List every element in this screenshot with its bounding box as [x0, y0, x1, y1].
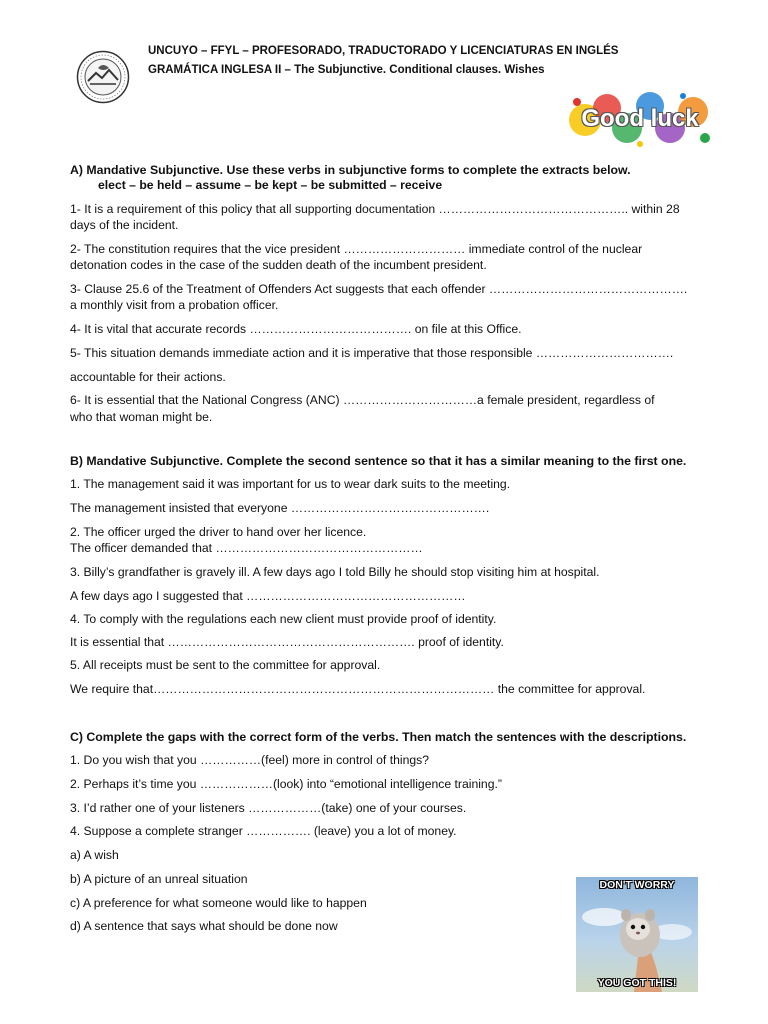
c-item-1: 1. Do you wish that you ……………(feel) more in control of things? [70, 753, 430, 767]
header-line-2: GRAMÁTICA INGLESA II – The Subjunctive. Conditional clauses. Wishes [148, 64, 545, 76]
b-item-1-question: 1. The management said it was important for us to wear dark suits to the meeting. [70, 477, 511, 491]
a-item-1-line2: days of the incident. [70, 218, 179, 232]
section-c-title: C) Complete the gaps with the correct form of the verbs. Then match the sentences with the descriptions. [70, 730, 687, 744]
a-item-2-line2: detonation codes in the case of the sudden death of the incumbent president. [70, 258, 487, 272]
b-item-3-question: 3. Billy’s grandfather is gravely ill. A few days ago I told Billy he should stop visiting him at hospital. [70, 565, 600, 579]
section-a-title: A) Mandative Subjunctive. Use these verbs in subjunctive forms to complete the extracts below. [70, 163, 631, 177]
c-description-c: c) A preference for what someone would like to happen [70, 896, 367, 910]
c-item-4: 4. Suppose a complete stranger ……………. (leave) you a lot of money. [70, 824, 457, 838]
dont-worry-meme-image [576, 877, 698, 992]
meme-bottom-text: YOU GOT THIS! [597, 977, 677, 989]
a-item-5-line1: 5- This situation demands immediate action and it is imperative that those responsible ……………………………. [70, 346, 674, 360]
b-item-4-question: 4. To comply with the regulations each new client must provide proof of identity. [70, 612, 497, 626]
good-luck-graphic [565, 90, 715, 150]
b-item-5-question: 5. All receipts must be sent to the committee for approval. [70, 658, 381, 672]
a-item-4-line1: 4- It is vital that accurate records …………………………………. on file at this Office. [70, 322, 522, 336]
section-b-title: B) Mandative Subjunctive. Complete the second sentence so that it has a similar meaning to the first one. [70, 454, 687, 468]
a-item-6-line1: 6- It is essential that the National Congress (ANC) ……………………………a female president, regardless of [70, 393, 655, 407]
b-item-3-answer: A few days ago I suggested that ……………………………………………… [70, 589, 466, 603]
c-description-d: d) A sentence that says what should be done now [70, 919, 338, 933]
a-item-1-line1: 1- It is a requirement of this policy that all supporting documentation ……………………………………….. within 28 [70, 202, 680, 216]
header-line-1: UNCUYO – FFYL – PROFESORADO, TRADUCTORADO Y LICENCIATURAS EN INGLÉS [148, 45, 619, 57]
university-seal [76, 50, 130, 104]
b-item-2-answer: The officer demanded that …………………………………………… [70, 541, 423, 555]
a-item-3-line1: 3- Clause 25.6 of the Treatment of Offenders Act suggests that each offender …………………………………………. [70, 282, 688, 296]
b-item-5-answer: We require that………………………………………………………………………… the committee for approval. [70, 682, 646, 696]
b-item-4-answer: It is essential that ……………………………………………………. proof of identity. [70, 635, 504, 649]
c-description-b: b) A picture of an unreal situation [70, 872, 248, 886]
c-item-3: 3. I’d rather one of your listeners ………………(take) one of your courses. [70, 801, 467, 815]
a-item-5-line2: accountable for their actions. [70, 370, 226, 384]
c-item-2: 2. Perhaps it’s time you ………………(look) into “emotional intelligence training.” [70, 777, 502, 791]
c-description-a: a) A wish [70, 848, 119, 862]
section-a-verbs: elect – be held – assume – be kept – be submitted – receive [98, 178, 443, 192]
good-luck-text: Good luck [581, 105, 699, 132]
a-item-2-line1: 2- The constitution requires that the vice president ………………………… immediate control of the nuclear [70, 242, 643, 256]
a-item-3-line2: a monthly visit from a probation officer. [70, 298, 279, 312]
b-item-2-question: 2. The officer urged the driver to hand over her licence. [70, 525, 367, 539]
a-item-6-line2: who that woman might be. [70, 410, 213, 424]
meme-top-text: DON'T WORRY [599, 879, 675, 891]
b-item-1-answer: The management insisted that everyone …………………………………………. [70, 501, 490, 515]
